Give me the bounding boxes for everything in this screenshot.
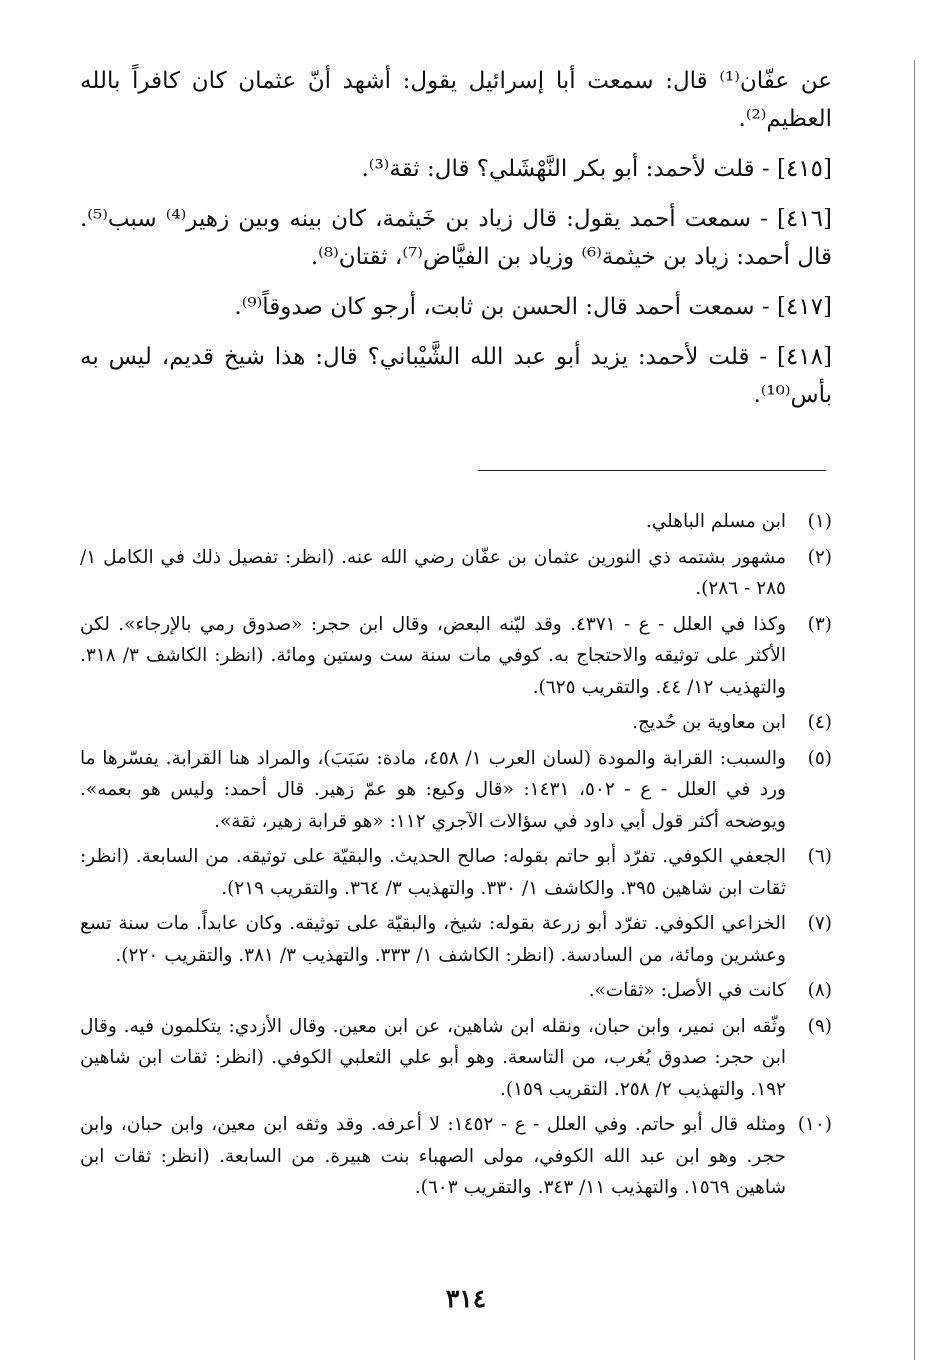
footnote-number: (٣) — [807, 613, 832, 635]
footnote-number: (٨) — [807, 980, 832, 1001]
footnote-text: الجعفي الكوفي. تفرّد أبو حاتم بقوله: صالح الحديث. والبقيّة على توثيقه. من السابعة. (انظر: ثقات ابن شاهين ٣٩٥. والكاشف ١/ ٣٣٠. والتهذيب ٣/ ٣٦٤. والتقريب ٢١٩). — [80, 846, 786, 899]
footnote-separator — [478, 470, 826, 471]
footnote-number: (٦) — [807, 846, 832, 867]
footnote-number: (٤) — [807, 712, 832, 733]
footnote-2 — [80, 542, 832, 605]
footnote-8 — [80, 975, 832, 1007]
footnote-text: الخزاعي الكوفي. تفرّد أبو زرعة بقوله: شيخ، والبقيّة على توثيقه. وكان عابداً. مات سنة تسع وعشرين ومائة، من السادسة. (انظر: الكاشف ١/ ٣٣٣. والتهذيب ٣/ ٣٨١. والتقريب ٢٢٠). — [80, 913, 786, 966]
footnote-text: ابن معاوية بن حُديج. — [632, 712, 786, 733]
entry-415: [٤١٥] - قلت لأحمد: أبو بكر النَّهْشَلي؟ قال: ثقة⁽³⁾. — [361, 156, 832, 182]
footnote-number: (٢) — [807, 546, 832, 568]
intro-paragraph: عن عفّان⁽¹⁾ قال: سمعت أبا إسرائيل يقول: أشهد أنّ عثمان كان كافراً بالله العظيم⁽²⁾. — [80, 68, 832, 132]
footnote-text: مشهور بشتمه ذي النورين عثمان بن عفّان رضي الله عنه. (انظر: تفصيل ذلك في الكامل ١/ ٢٨٥ - ٢٨٦). — [80, 546, 786, 599]
footnote-number: (١) — [807, 511, 832, 532]
footnote-number: (٩) — [807, 1015, 832, 1037]
footnote-number: (٥) — [807, 747, 832, 769]
footnote-1 — [80, 506, 832, 538]
footnote-5 — [80, 743, 832, 838]
footnote-7 — [80, 908, 832, 971]
footnote-9 — [80, 1011, 832, 1106]
footnote-text: وكذا في العلل - ع - ٤٣٧١. وقد ليّنه البعض، وقال ابن حجر: «صدوق رمي بالإرجاء». لكن الأكثر على توثيقه والاحتجاج به. كوفي مات سنة ست وستين ومائة. (انظر: الكاشف ٣/ ٣١٨. والتهذيب ١٢/ ٤٤. والتقريب ٦٢٥). — [80, 613, 787, 698]
footnote-10 — [80, 1109, 832, 1204]
page-number: ٣١٤ — [445, 1284, 487, 1313]
footnote-text: ابن مسلم الباهلي. — [645, 511, 786, 532]
footnote-number: (٧) — [807, 913, 832, 934]
footnote-text: كانت في الأصل: «ثقات». — [588, 980, 786, 1001]
footnotes — [80, 506, 832, 1208]
entry-416: [٤١٦] - سمعت أحمد يقول: قال زياد بن خَيثمة، كان بينه وبين زهير⁽⁴⁾ سبب⁽⁵⁾. قال أحمد: زياد بن خيثمة⁽⁶⁾ وزياد بن الفيَّاض⁽⁷⁾، ثقتان⁽⁸⁾. — [80, 206, 832, 270]
footnote-4 — [80, 707, 832, 739]
entry-417: [٤١٧] - سمعت أحمد قال: الحسن بن ثابت، أرجو كان صدوقاً⁽⁹⁾. — [234, 294, 832, 320]
footnote-number: (١٠) — [797, 1114, 832, 1135]
footnote-text: ومثله قال أبو حاتم. وفي العلل - ع - ١٤٥٢: لا أعرفه. وقد وثقه ابن معين، وابن حبان، وابن حجر. وهو ابن عبد الله الكوفي، مولى الصهباء بنت هبيرة. من السابعة. (انظر: ثقات ابن شاهين ١٥٦٩. والتهذيب ١١/ ٣٤٣. والتقريب ٦٠٣). — [80, 1114, 786, 1198]
scan-edge-line — [914, 60, 915, 1360]
main-text — [80, 62, 832, 426]
entry-418: [٤١٨] - قلت لأحمد: يزيد أبو عبد الله الشَّيْباني؟ قال: هذا شيخ قديم، ليس به بأس⁽¹⁰⁾. — [80, 344, 832, 408]
footnote-text: والسبب: القرابة والمودة (لسان العرب ١/ ٤٥٨، مادة: سَبَبَ)، والمراد هنا القرابة. يفسّرها ما ورد في العلل - ع - ٥٠٢، ١٤٣١: «قال وكيع: هو عمّ زهير. قال أحمد: وليس هو بعمه». ويوضحه أكثر قول أبي داود في سؤالات الآجري ١١٢: «هو قرابة زهير، ثقة». — [80, 747, 786, 832]
footnote-text: وثّقه ابن نمير، وابن حبان، ونقله ابن شاهين، عن ابن معين. وقال الأزدي: يتكلمون فيه. وقال ابن حجر: صدوق يُغرب، من التاسعة. وهو أبو علي الثعلبي الكوفي. (انظر: ثقات ابن شاهين ١٩٢. والتهذيب ٢/ ٢٥٨. التقريب ١٥٩). — [80, 1015, 786, 1100]
footnote-6 — [80, 841, 832, 904]
footnote-3 — [80, 609, 832, 704]
